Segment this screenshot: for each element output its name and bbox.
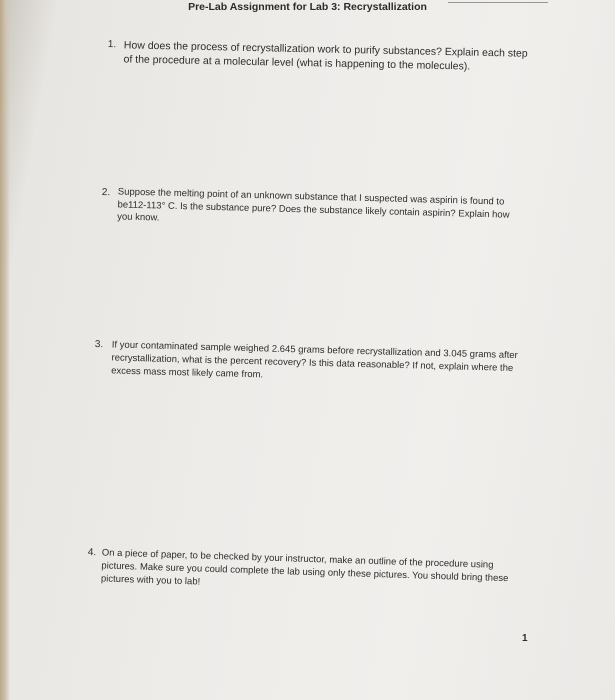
question-3-number: 3. <box>94 338 104 351</box>
question-3 <box>94 338 520 388</box>
page-number: 1 <box>522 633 528 644</box>
question-1-number: 1. <box>107 38 117 51</box>
question-2-text: Suppose the melting point of an unknown substance that I suspected was aspirin is found to be112-113° C. Is the substance pure? Does the substance likely contain aspirin? Explain how you know. <box>117 186 510 224</box>
question-2-number: 2. <box>101 186 111 199</box>
page-binding-shadow <box>0 0 10 700</box>
question-3-text: If your contaminated sample weighed 2.645 grams before recrystallization and 3.045 grams after recrystallization, what is the percent recovery? Is this data reasonable? If not, explain where the excess mass most likely came from. <box>110 339 518 381</box>
question-1-text: How does the process of recrystallization work to purify substances? Explain each step of the procedure at a molecular level (what is happening to the molecules). <box>123 39 528 73</box>
document-title: Pre-Lab Assignment for Lab 3: Recrystallization <box>188 1 427 13</box>
question-4 <box>87 546 520 599</box>
question-1 <box>107 38 537 75</box>
question-4-text: On a piece of paper, to be checked by your instructor, make an outline of the procedure using pictures. Make sure you could complete the lab using only these pictures. You should bring these pictures with you to lab! <box>100 547 509 588</box>
question-2 <box>101 186 522 234</box>
question-4-number: 4. <box>87 546 97 559</box>
